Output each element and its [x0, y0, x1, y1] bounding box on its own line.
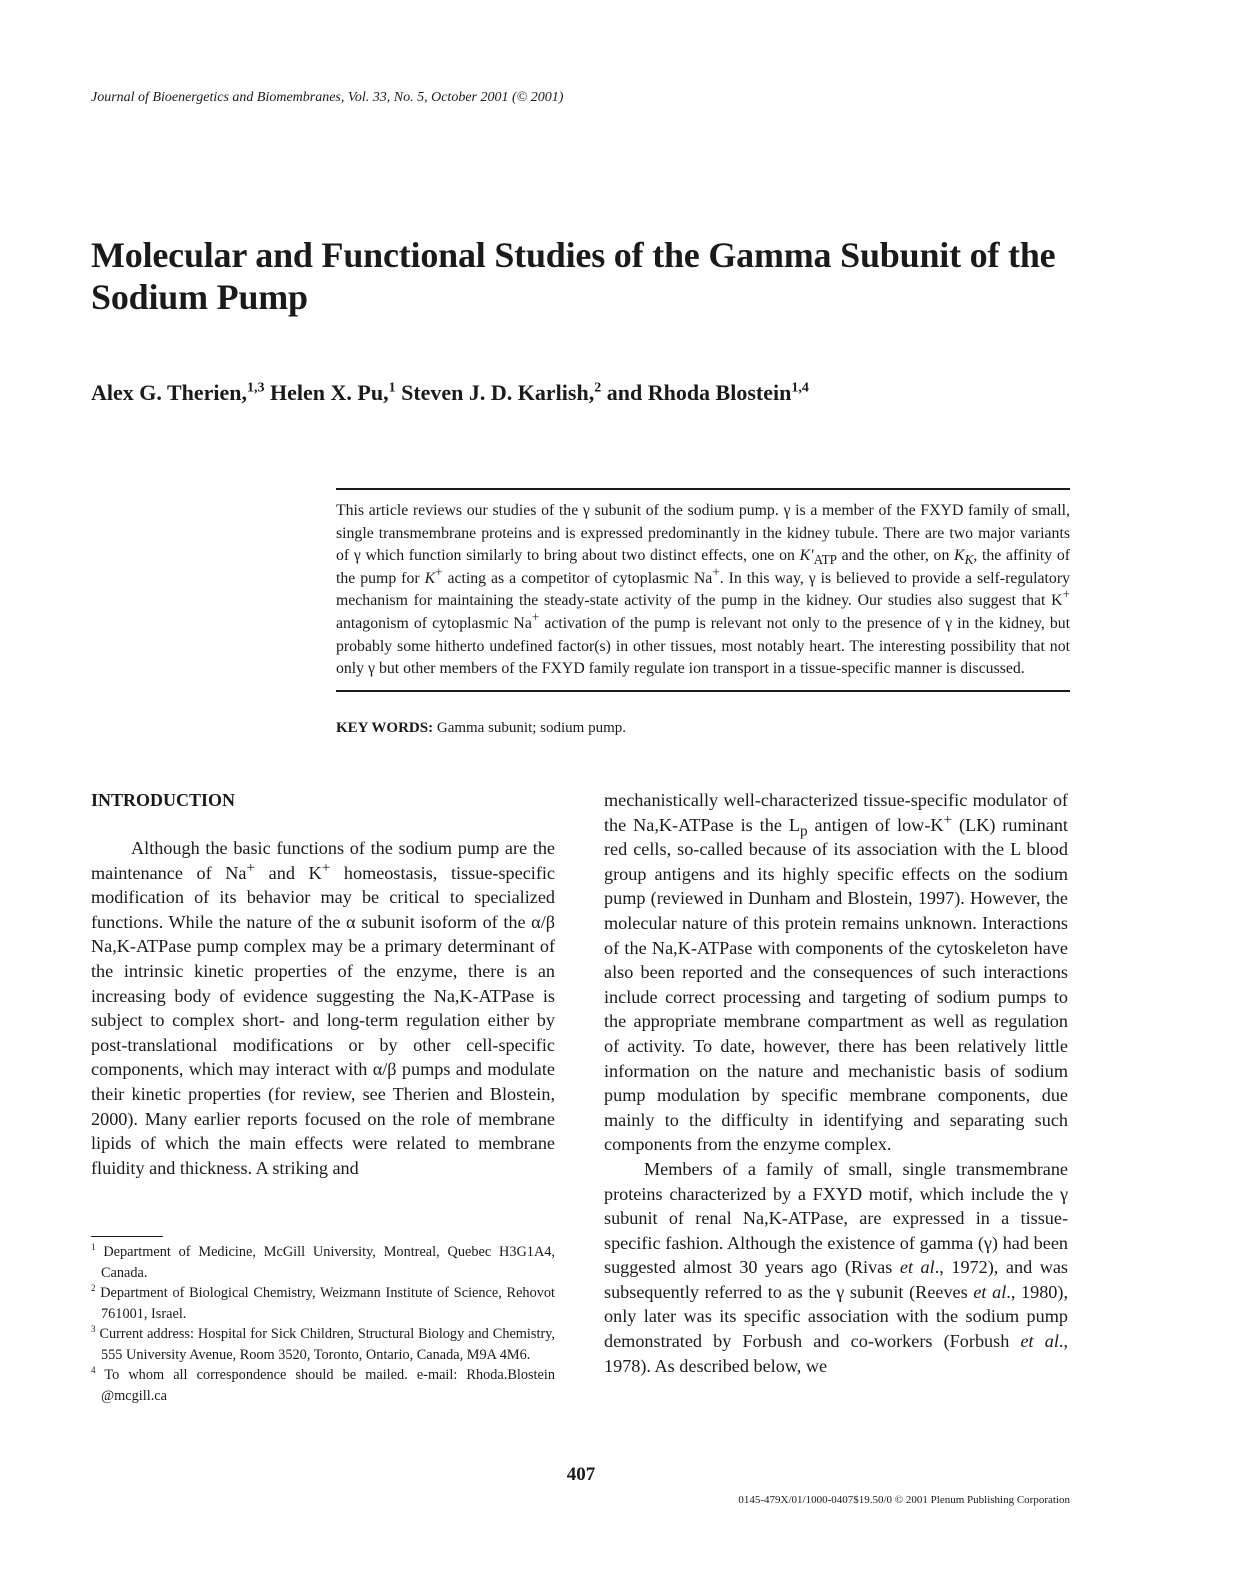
footnote: $^4$ To whom all correspondence should be mailed. e-mail: Rhoda.Blostein @mcgill.ca — [91, 1365, 555, 1404]
author-affiliation: 1 — [388, 380, 396, 396]
author-affiliation: 2 — [594, 380, 602, 396]
section-heading: INTRODUCTION — [91, 790, 236, 810]
left-column — [91, 788, 555, 1180]
copyright-line: 0145-479X/01/1000-0407$19.50/0 © 2001 Plenum Publishing Corporation — [738, 1494, 1070, 1506]
article-title: Molecular and Functional Studies of the Gamma Subunit of the Sodium Pump — [91, 235, 1056, 317]
body-paragraph: mechanistically well-characterized tissue-specific modulator of the Na,K-ATPase is the $L_p$ antigen of low-K+ (LK) ruminant red cells, so-called because of its association with the L blood group antigens and its highly specific effects on the sodium pump (reviewed in Dunham and Blostein, 1997). However, the molecular nature of this protein remains unknown. Interactions of the Na,K-ATPase with components of the cytoskeleton have also been reported and the consequences of such interactions include correct processing and targeting of sodium pumps to the appropriate membrane compartment as well as regulation of activity. To date, however, there has been relatively little information on the nature and mechanistic basis of sodium pump modulation by specific membrane components, due mainly to the difficulty in identifying and separating such components from the enzyme complex. — [604, 790, 1068, 1155]
keywords-text: Gamma subunit; sodium pump. — [433, 720, 627, 736]
right-column — [604, 788, 1068, 1378]
body-paragraph: Although the basic functions of the sodium pump are the maintenance of Na+ and K+ homeostasis, tissue-specific modification of its behavior may be critical to specialized functions. While the nature of the α subunit isoform of the α/β Na,K-ATPase pump complex may be a primary determinant of the intrinsic kinetic properties of the enzyme, there is an increasing body of evidence suggesting the Na,K-ATPase is subject to complex short- and long-term regulation either by post-translational modifications or by other cell-specific components, which may interact with α/β pumps and modulate their kinetic properties (for review, see Therien and Blostein, 2000). Many earlier reports focused on the role of membrane lipids of which the main effects were related to membrane fluidity and thickness. A striking and — [91, 838, 555, 1178]
keywords — [336, 720, 626, 737]
journal-citation: Journal of Bioenergetics and Biomembranes, Vol. 33, No. 5, October 2001 (© 2001) — [91, 90, 564, 105]
author-affiliation: 1,3 — [247, 380, 265, 396]
body-paragraph: Members of a family of small, single transmembrane proteins characterized by a FXYD motif, which include the γ subunit of renal Na,K-ATPase, are expressed in a tissue-specific fashion. Although the existence of gamma (γ) had been suggested almost 30 years ago (Rivas et al., 1972), and was subsequently referred to as the γ subunit (Reeves et al., 1980), only later was its specific association with the sodium pump demonstrated by Forbush and co-workers (Forbush et al., 1978). As described below, we — [604, 1158, 1069, 1376]
author-affiliation: 1,4 — [791, 380, 809, 396]
footnote-divider — [91, 1236, 163, 1237]
author-name: Steven J. D. Karlish, — [401, 380, 595, 405]
abstract — [336, 488, 1070, 692]
abstract-text: This article reviews our studies of the γ subunit of the sodium pump. γ is a member of the FXYD family of small, single transmembrane proteins and is expressed predominantly in the kidney tubule. There are two major variants of γ which function similarly to bring about two distinct effects, one on $K'_{ATP}$ and the other, on $K_K$, the affinity of the pump for K+ acting as a competitor of cytoplasmic Na+. In this way, γ is believed to provide a self-regulatory mechanism for maintaining the steady-state activity of the pump in the kidney. Our studies also suggest that K+ antagonism of cytoplasmic Na+ activation of the pump is relevant not only to the presence of γ in the kidney, but probably some hitherto undefined factor(s) in other tissues, most notably heart. The interesting possibility that not only γ but other members of the FXYD family regulate ion transport in a tissue-specific manner is discussed. — [336, 502, 1070, 678]
footnote: $^2$ Department of Biological Chemistry, Weizmann Institute of Science, Rehovot 761001, Israel. — [91, 1283, 555, 1322]
author-name: and Rhoda Blostein — [606, 380, 792, 405]
footnote: $^3$ Current address: Hospital for Sick Children, Structural Biology and Chemistry, 555 University Avenue, Room 3520, Toronto, Ontario, Canada, M9A 4M6. — [91, 1324, 555, 1363]
author-list — [91, 380, 809, 406]
author-name: Helen X. Pu, — [270, 380, 389, 405]
footnotes — [91, 1242, 555, 1406]
keywords-label: KEY WORDS: — [336, 720, 434, 736]
author-name: Alex G. Therien, — [91, 380, 248, 405]
footnote: $^1$ Department of Medicine, McGill University, Montreal, Quebec H3G1A4, Canada. — [91, 1242, 555, 1281]
page-number: 407 — [566, 1464, 596, 1485]
